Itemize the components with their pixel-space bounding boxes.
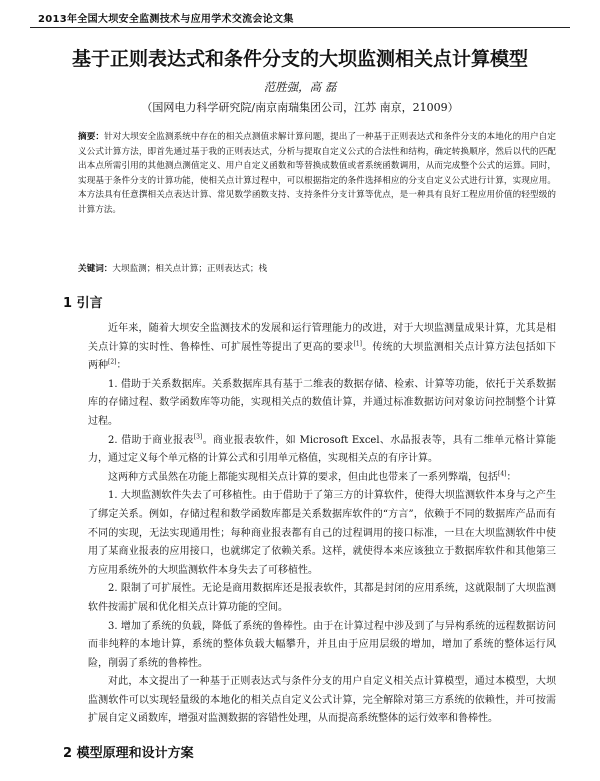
paragraph-text: 1. 大坝监测软件失去了可移植性。由于借助于了第三方的计算软件，使得大坝监测软件本身与之产生了绑定关系。例如，存储过程和数学函数库都是关系数据库软件的“方言”，依赖于不同的数据库产品而有不同的实现，无法实现通用性；每种商业报表都有自己的过程调用的接口标准，一旦在大坝监测软件中使用了某商业报表的应用接口，也就绑定了依赖关系。这样，就使得本来应该独立于数据库软件和其他第三方应用系统外的大坝监测软件本身失去了可移植性。 [88, 490, 556, 576]
paragraph-text: 。商业报表软件，如 Microsoft Excel、水晶报表等，具有二维单元格计算能力，通过定义每个单元格的计算公式和引用单元格值，实现相关点的有序计算。 [88, 434, 556, 465]
keywords-label: 关键词： [78, 264, 113, 274]
paragraph-text: 3. 增加了系统的负载，降低了系统的鲁棒性。由于在计算过程中涉及到了与异构系统的远程数据访问而非纯粹的本地计算，系统的整体负载大幅攀升，并且由于应用层级的增加，增加了系统的整体运行风险，削弱了系统的鲁棒性。 [88, 620, 556, 669]
paragraph-text: 这两种方式虽然在功能上都能实现相关点计算的要求，但由此也带来了一系列弊端，包括 [108, 471, 498, 483]
citation: [2] [108, 358, 117, 366]
citation: [1] [353, 340, 362, 348]
introduction-body [88, 320, 556, 729]
paper-title: 基于正则表达式和条件分支的大坝监测相关点计算模型 [71, 48, 528, 70]
paragraph [88, 580, 556, 617]
paragraph [88, 673, 556, 729]
paragraph [88, 432, 556, 469]
citation: [3] [193, 433, 203, 441]
keywords [78, 262, 556, 274]
header-rule [30, 27, 570, 28]
abstract [78, 130, 556, 218]
paragraph [88, 487, 556, 580]
citation: [4] [498, 470, 507, 478]
paragraph [88, 618, 556, 674]
paper-affiliation: （国网电力科学研究院/南京南瑞集团公司，江苏 南京，21009） [141, 101, 459, 114]
section-heading-model: 2 模型原理和设计方案 [63, 746, 194, 761]
abstract-label: 摘要： [78, 132, 105, 142]
abstract-text: 针对大坝安全监测系统中存在的相关点测值求解计算问题，提出了一种基于正则表达式和条件分支的本地化的用户自定义公式计算方法，即首先通过基于我的正则表达式，分析与提取自定义公式的合法性和结构，确定转换顺序，然后以代的匹配出本点所需引用的其他测点测值定义、用户自定义函数和等替换成数值或者系统函数调用，从而完成整个公式的运算。同时，实现基于条件分支的计算功能，使相关点计算过程中，可以根据指定的条件选择相应的分支自定义公式进行计算，实现应用。本方法具有任意撰相关点表达计算、常见数学函数支持、支持条件分支计算等优点，是一种具有良好工程应用价值的轻型级的计算方法。 [78, 132, 556, 215]
paragraph-text: 。传统的大坝监测相关点计算方法包括如下两种 [88, 341, 557, 372]
paragraph-text: 2. 限制了可扩展性。无论是商用数据库还是报表软件，其都是封闭的应用系统，这就限制了大坝监测软件按需扩展和优化相关点计算功能的空间。 [88, 583, 556, 613]
running-header: 2013年全国大坝安全监测技术与应用学术交流会论文集 [38, 14, 294, 25]
section-heading-introduction: 1 引言 [63, 296, 103, 311]
paragraph [88, 376, 556, 432]
paragraph [88, 469, 556, 488]
paper-authors: 范胜强，高 磊 [263, 80, 337, 94]
paragraph-text: 近年来，随着大坝安全监测技术的发展和运行管理能力的改进，对于大坝监测量成果计算，尤其是相关点计算的实时性、鲁棒性、可扩展性等提出了更高的要求 [88, 323, 556, 353]
paragraph [88, 320, 556, 376]
keywords-text: 大坝监测；相关点计算；正则表达式；栈 [112, 264, 268, 274]
paragraph-text: 1. 借助于关系数据库。关系数据库具有基于二维表的数据存储、检索、计算等功能，依托于关系数据库的存储过程、数学函数库等功能，实现相关点的数值计算，并通过标准数据访问对象访问控制整个计算过程。 [88, 378, 556, 427]
paragraph-text: ： [116, 360, 127, 372]
paragraph-text: 对此，本文提出了一种基于正则表达式与条件分支的用户自定义相关点计算模型，通过本模型，大坝监测软件可以实现轻量级的本地化的相关点自定义公式计算，完全解除对第三方系统的依赖性，并可按需扩展自定义函数库，增强对监测数据的容错性处理，从而提高系统整体的运行效率和鲁棒性。 [88, 676, 556, 725]
paragraph-text: 2. 借助于商业报表 [108, 434, 194, 446]
paragraph-text: ： [506, 471, 517, 483]
